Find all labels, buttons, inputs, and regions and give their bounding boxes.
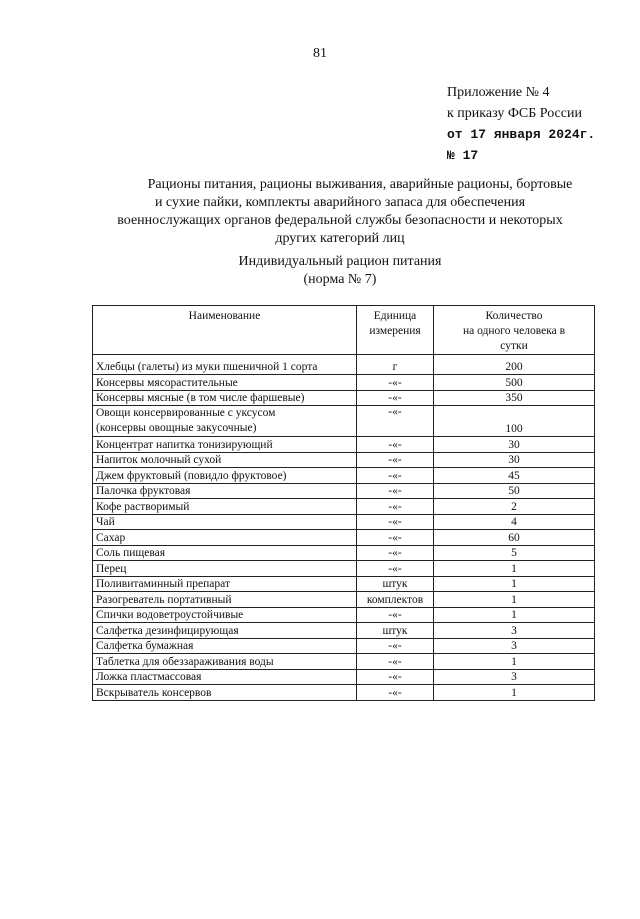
table-row <box>93 576 595 592</box>
item-unit: -«- <box>357 452 434 468</box>
header-unit-line: измерения <box>369 325 421 337</box>
item-quantity: 3 <box>434 669 595 685</box>
item-unit: штук <box>357 623 434 639</box>
item-name: Салфетка бумажная <box>93 638 357 654</box>
item-quantity: 1 <box>434 685 595 701</box>
item-name: Таблетка для обеззараживания воды <box>93 654 357 670</box>
item-quantity: 200 <box>434 355 595 375</box>
table-row <box>93 685 595 701</box>
item-quantity: 45 <box>434 468 595 484</box>
item-quantity: 1 <box>434 607 595 623</box>
appendix-block <box>447 82 595 166</box>
title-line-1: Рационы питания, рационы выживания, аварийные рационы, бортовые <box>147 177 573 192</box>
item-quantity: 2 <box>434 499 595 515</box>
item-unit: -«- <box>357 685 434 701</box>
item-quantity: 3 <box>434 623 595 639</box>
item-name: Чай <box>93 514 357 530</box>
item-quantity: 60 <box>434 530 595 546</box>
table-row <box>93 669 595 685</box>
item-name: Напиток молочный сухой <box>93 452 357 468</box>
item-quantity: 100 <box>434 406 595 437</box>
item-quantity: 30 <box>434 452 595 468</box>
table-row <box>93 499 595 515</box>
subtitle-line-2: (норма № 7) <box>303 272 377 287</box>
table-row <box>93 607 595 623</box>
header-unit <box>357 306 434 355</box>
item-name: Ложка пластмассовая <box>93 669 357 685</box>
item-quantity: 1 <box>434 576 595 592</box>
item-name: Кофе растворимый <box>93 499 357 515</box>
item-unit: -«- <box>357 669 434 685</box>
table-row <box>93 452 595 468</box>
header-name: Наименование <box>93 306 357 355</box>
table-header-row <box>93 306 595 355</box>
item-unit: -«- <box>357 375 434 391</box>
table-row <box>93 545 595 561</box>
item-unit: -«- <box>357 654 434 670</box>
item-unit: -«- <box>357 638 434 654</box>
item-unit: -«- <box>357 561 434 577</box>
table-row <box>93 355 595 375</box>
item-name: Перец <box>93 561 357 577</box>
item-quantity: 50 <box>434 483 595 499</box>
item-quantity: 30 <box>434 437 595 453</box>
item-name: Спички водоветроустойчивые <box>93 607 357 623</box>
table-row <box>93 638 595 654</box>
table-row <box>93 437 595 453</box>
item-name: Салфетка дезинфицирующая <box>93 623 357 639</box>
item-quantity: 3 <box>434 638 595 654</box>
appendix-order: к приказу ФСБ России <box>447 106 582 121</box>
header-quantity <box>434 306 595 355</box>
item-name: Консервы мясорастительные <box>93 375 357 391</box>
header-quantity-line: сутки <box>500 340 528 352</box>
item-name: Джем фруктовый (повидло фруктовое) <box>93 468 357 484</box>
item-unit: -«- <box>357 483 434 499</box>
table-row <box>93 654 595 670</box>
item-unit: -«- <box>357 406 434 437</box>
ration-table <box>92 305 595 701</box>
table-row <box>93 390 595 406</box>
appendix-number: № 17 <box>447 148 479 163</box>
table-row <box>93 483 595 499</box>
item-unit: -«- <box>357 437 434 453</box>
item-name: Сахар <box>93 530 357 546</box>
item-name: Поливитаминный препарат <box>93 576 357 592</box>
title-line-2: и сухие пайки, комплекты аварийного запаса для обеспечения <box>154 195 526 210</box>
table-row <box>93 561 595 577</box>
ration-subtitle <box>90 253 590 289</box>
item-unit: -«- <box>357 514 434 530</box>
item-quantity: 1 <box>434 561 595 577</box>
item-name: Разогреватель портативный <box>93 592 357 608</box>
item-quantity: 1 <box>434 592 595 608</box>
item-unit: штук <box>357 576 434 592</box>
item-quantity: 350 <box>434 390 595 406</box>
item-name: Соль пищевая <box>93 545 357 561</box>
table-row <box>93 375 595 391</box>
table-row <box>93 623 595 639</box>
item-quantity: 4 <box>434 514 595 530</box>
item-name-line: (консервы овощные закусочные) <box>96 422 257 434</box>
header-quantity-line: на одного человека в <box>462 325 566 337</box>
header-quantity-line: Количество <box>485 310 543 322</box>
item-name <box>93 406 357 437</box>
item-name: Концентрат напитка тонизирующий <box>93 437 357 453</box>
item-unit: комплектов <box>357 592 434 608</box>
item-name-line: Овощи консервированные с уксусом <box>96 407 276 419</box>
item-quantity: 500 <box>434 375 595 391</box>
table-row <box>93 592 595 608</box>
item-unit: -«- <box>357 499 434 515</box>
appendix-date: от 17 января 2024г. <box>447 127 596 142</box>
item-unit: -«- <box>357 607 434 623</box>
table-row <box>93 468 595 484</box>
item-quantity: 1 <box>434 654 595 670</box>
item-unit: -«- <box>357 390 434 406</box>
table-row <box>93 406 595 437</box>
item-quantity: 5 <box>434 545 595 561</box>
table-row <box>93 514 595 530</box>
item-unit: -«- <box>357 545 434 561</box>
item-unit: г <box>357 355 434 375</box>
header-unit-line: Единица <box>373 310 417 322</box>
appendix-line: Приложение № 4 <box>447 85 550 100</box>
subtitle-line-1: Индивидуальный рацион питания <box>238 254 442 269</box>
title-line-4: других категорий лиц <box>275 231 405 246</box>
table-row <box>93 530 595 546</box>
item-name: Палочка фруктовая <box>93 483 357 499</box>
item-name: Хлебцы (галеты) из муки пшеничной 1 сорта <box>93 355 357 375</box>
item-name: Вскрыватель консервов <box>93 685 357 701</box>
item-unit: -«- <box>357 530 434 546</box>
item-unit: -«- <box>357 468 434 484</box>
title-line-3: военнослужащих органов федеральной службы безопасности и некоторых <box>117 213 563 228</box>
document-title <box>90 176 590 248</box>
page-number: 81 <box>313 46 327 61</box>
item-name: Консервы мясные (в том числе фаршевые) <box>93 390 357 406</box>
